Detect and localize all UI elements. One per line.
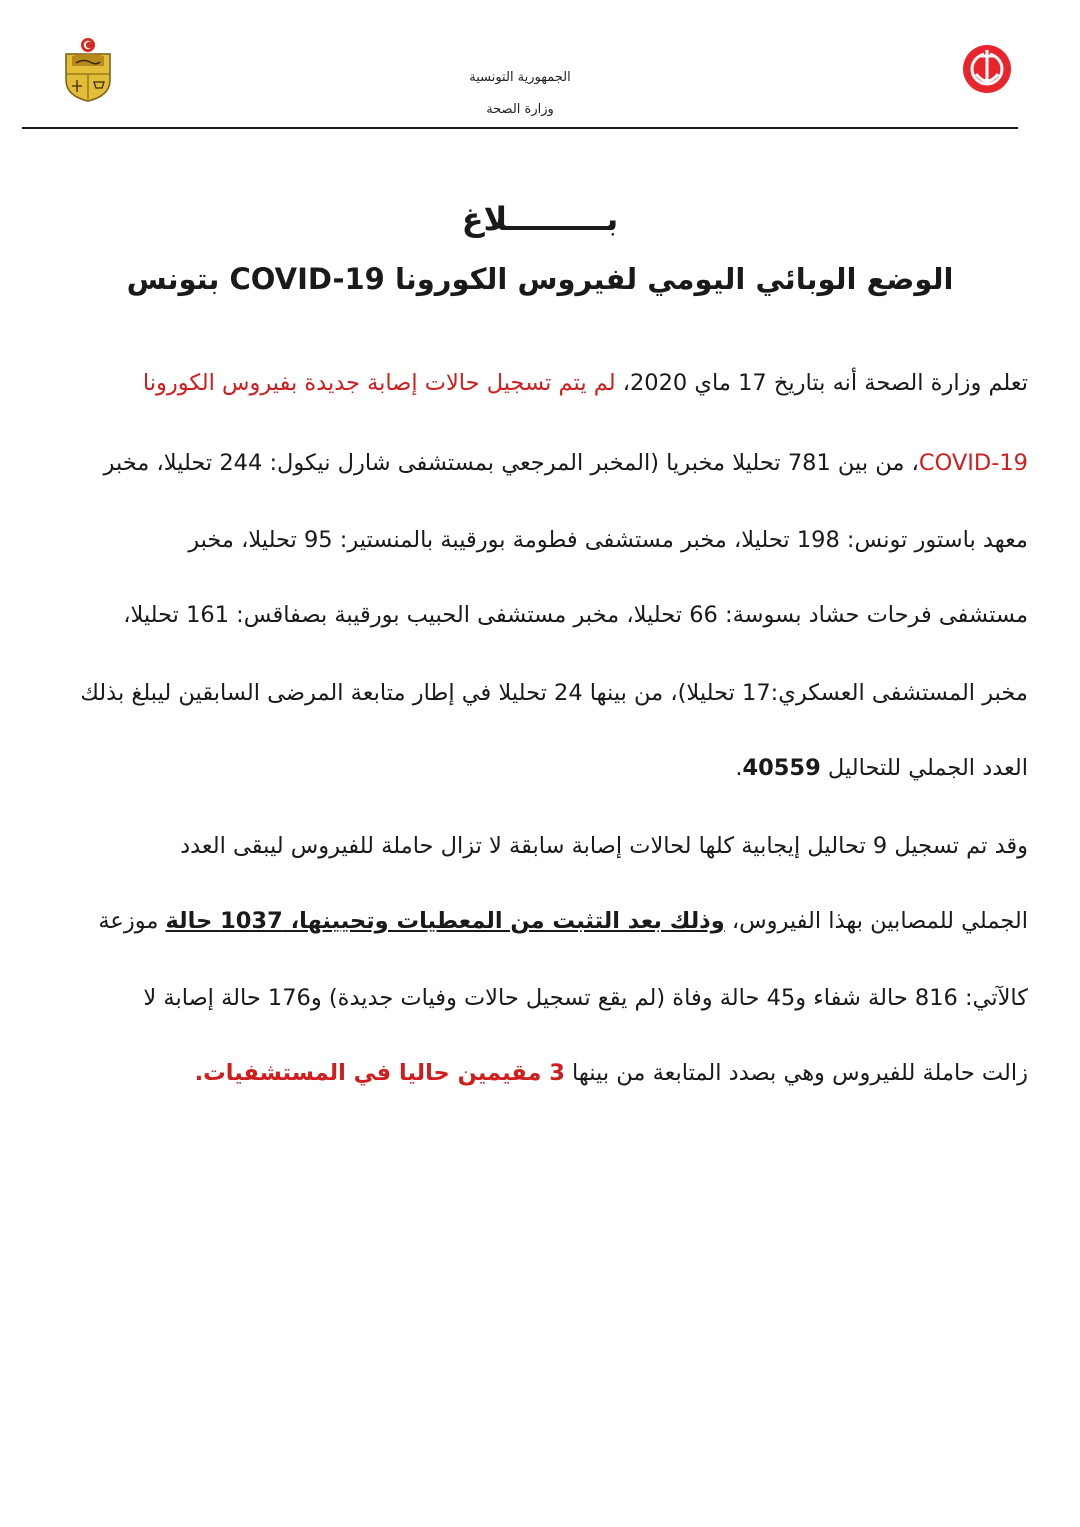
total-cases-highlight: وذلك بعد التثبت من المعطيات وتحيينها، 1037 حالة (165, 908, 725, 934)
line-2-text: ، من بين 781 تحليلا مخبريا (المخبر المرجعي بمستشفى شارل نيكول: 244 تحليلا، مخبر (103, 450, 919, 476)
line-6-text: العدد الجملي للتحاليل (820, 755, 1028, 781)
ministry-label: وزارة الصحة (486, 102, 554, 117)
body-line-5: مخبر المستشفى العسكري:17 تحليلا)، من بينها 24 تحليلا في إطار متابعة المرضى السابقين ليبلغ بذلك (80, 680, 1028, 706)
body-line-6 (28, 755, 1028, 781)
republic-label: الجمهورية التونسية (469, 70, 571, 85)
body-line-8 (28, 908, 1028, 934)
notice-heading: بـــــــــلاغ (461, 200, 619, 238)
header-rule (22, 127, 1018, 129)
body-line-10 (28, 1060, 1028, 1086)
body-line-1 (28, 370, 1028, 396)
line-6-end: . (735, 755, 743, 781)
line-10-text: زالت حاملة للفيروس وهي بصدد المتابعة من بينها (564, 1060, 1028, 1086)
body-line-2 (28, 450, 1028, 476)
line-8-text: الجملي للمصابين بهذا الفيروس، (724, 908, 1028, 934)
no-new-cases-highlight: لم يتم تسجيل حالات إصابة جديدة بفيروس الكورونا (142, 370, 616, 396)
ministry-health-logo-icon (962, 44, 1012, 94)
line-8-end: موزعة (98, 908, 166, 934)
body-line-7: وقد تم تسجيل 9 تحاليل إيجابية كلها لحالات إصابة سابقة لا تزال حاملة للفيروس ليبقى العدد (180, 833, 1028, 859)
total-tests-value: 40559 (742, 755, 821, 781)
body-line-9: كالآتي: 816 حالة شفاء و45 حالة وفاة (لم يقع تسجيل حالات وفيات جديدة) و176 حالة إصابة لا (143, 985, 1028, 1011)
covid-label: COVID-19 (918, 450, 1028, 476)
body-line-4: مستشفى فرحات حشاد بسوسة: 66 تحليلا، مخبر مستشفى الحبيب بورقيبة بصفاقس: 161 تحليلا، (123, 602, 1028, 628)
body-line-3: معهد باستور تونس: 198 تحليلا، مخبر مستشفى فطومة بورقيبة بالمنستير: 95 تحليلا، مخبر (188, 527, 1028, 553)
page-title: الوضع الوبائي اليومي لفيروس الكورونا COVID-19 بتونس (126, 262, 954, 296)
line-1-text: تعلم وزارة الصحة أنه بتاريخ 17 ماي 2020، (615, 370, 1028, 396)
letterhead (0, 0, 1080, 140)
tunisia-coat-of-arms-icon (62, 36, 114, 102)
hospitalized-highlight: 3 مقيمين حاليا في المستشفيات. (194, 1060, 565, 1086)
